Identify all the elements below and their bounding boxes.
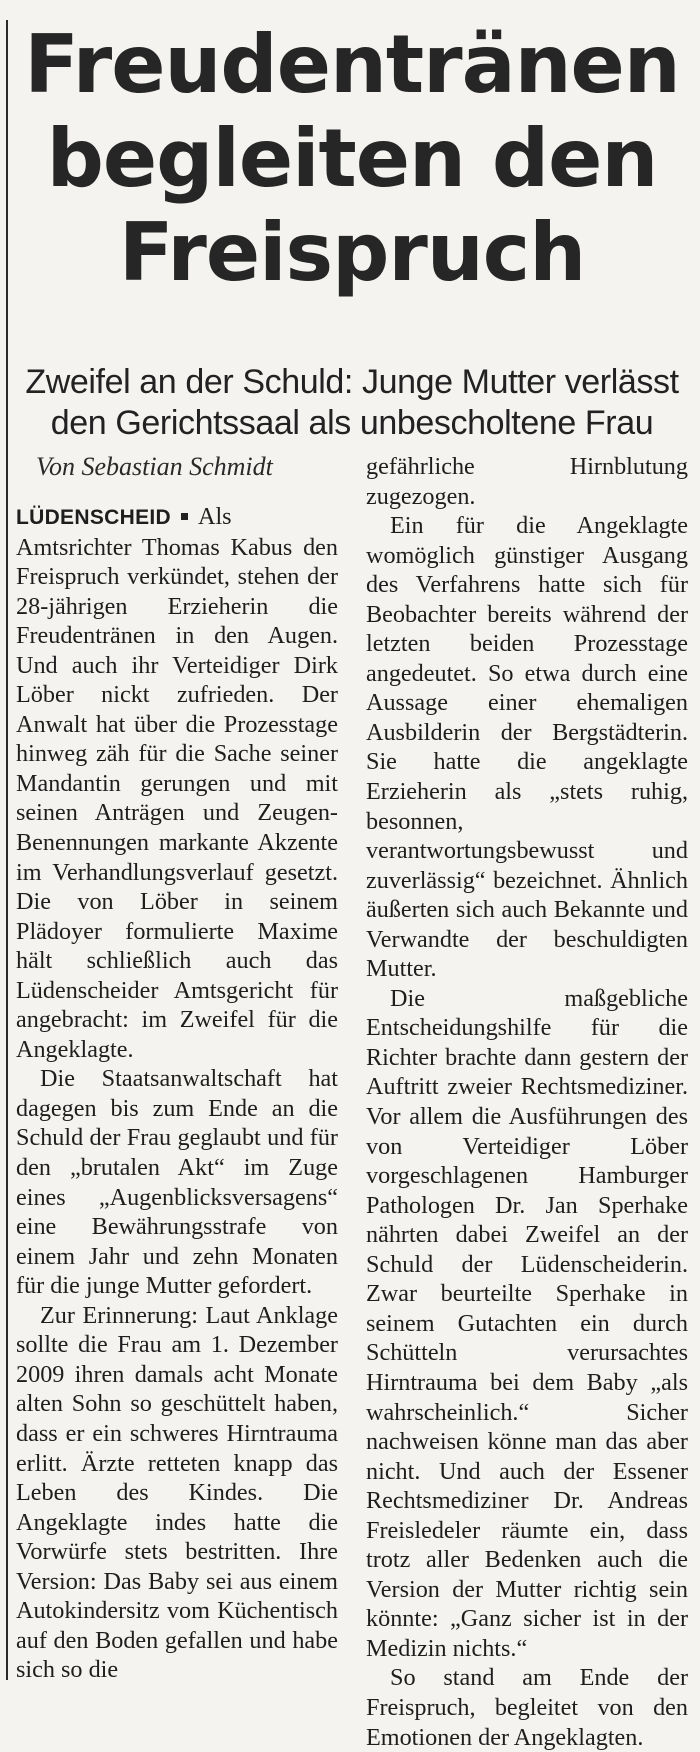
headline-line: Freudentränen (24, 18, 680, 111)
article-paragraph: Die maßgebliche Entscheidungshilfe für die Richter brachte dann gestern der Auftritt zweier Rechtsmediziner. Vor allem die Ausführungen des von Verteidiger Löber vorgeschlagenen Hamburger Pathologen Dr. Jan Sperhake nährten dabei Zweifel an der Schuld der Lüdenscheiderin. Zwar beurteilte Sperhake in seinem Gutachten ein durch Schütteln verursachtes Hirntrauma bei dem Baby „als wahrscheinlich.“ Sicher nachweisen könne man das aber nicht. Und auch der Essener Rechtsmediziner Dr. Andreas Freisledeler räumte ein, dass trotz aller Bedenken auch die Version der Mutter richtig sein könnte: „Ganz sicher ist in der Medizin nichts.“ (366, 984, 688, 1662)
subheadline (12, 362, 692, 444)
article-paragraph: Ein für die Angeklagte womöglich günstiger Ausgang des Verfahrens hatte sich für Beobachter bereits während der letzten beiden Prozesstage angedeutet. So etwa durch eine Aussage einer ehemaligen Ausbilderin der Bergstädterin. Sie hatte die angeklagte Erzieherin als „stets ruhig, besonnen, verantwortungsbewusst und zuverlässig“ bezeichnet. Ähnlich äußerten sich auch Bekannte und Verwandte der beschuldigten Mutter. (366, 512, 688, 983)
column-rule (6, 20, 8, 1680)
headline-line: begleiten den (46, 112, 658, 205)
article-paragraph: gefährliche Hirnblutung zugezogen. (366, 453, 688, 510)
paragraph-text: Als Amtsrichter Thomas Kabus den Freispruch verkündet, stehen der 28-jährigen Erzieherin die Freudentränen in den Augen. Und auch ihr Verteidiger Dirk Löber nickt zufrieden. Der Anwalt hat über die Prozesstage hinweg zäh für die Sache seiner Mandantin gerungen und mit seinen Anträgen und Zeugen-Benennungen markante Akzente im Verhandlungsverlauf gesetzt. Die von Löber in seinem Plädoyer formulierte Maxime hält schließlich auch das Lüdenscheider Amtsgericht für angebracht: im Zweifel für die Angeklagte. (16, 503, 338, 1063)
dateline-bullet-icon (181, 513, 188, 520)
article-paragraph: So stand am Ende der Freispruch, begleitet von den Emotionen der Angeklagten. (366, 1664, 688, 1751)
subheadline-line: den Gerichtssaal als unbescholtene Frau (50, 404, 654, 442)
headline (12, 18, 692, 300)
article-column-left (16, 502, 338, 1685)
article-paragraph: Zur Erinnerung: Laut Anklage sollte die Frau am 1. Dezember 2009 ihren damals acht Monate alten Sohn so geschüttelt haben, dass er ein schweres Hirntrauma erlitt. Ärzte retteten knapp das Leben des Kindes. Die Angeklagte indes hatte die Vorwürfe stets bestritten. Ihre Version: Das Baby sei aus einem Autokindersitz vom Küchentisch auf den Boden gefallen und habe sich so die (16, 1301, 338, 1684)
article-paragraph (16, 502, 338, 1064)
byline: Von Sebastian Schmidt (36, 452, 273, 481)
article-column-right (366, 452, 688, 1752)
article-paragraph: Die Staatsanwaltschaft hat dagegen bis zum Ende an die Schuld der Frau geglaubt und für den „brutalen Akt“ im Zuge eines „Augenblicksversagens“ eine Bewährungsstrafe von einem Jahr und zehn Monaten für die junge Mutter gefordert. (16, 1065, 338, 1300)
headline-line: Freispruch (118, 206, 586, 299)
dateline: LÜDENSCHEID (16, 506, 171, 529)
subheadline-line: Zweifel an der Schuld: Junge Mutter verlässt (25, 363, 679, 401)
